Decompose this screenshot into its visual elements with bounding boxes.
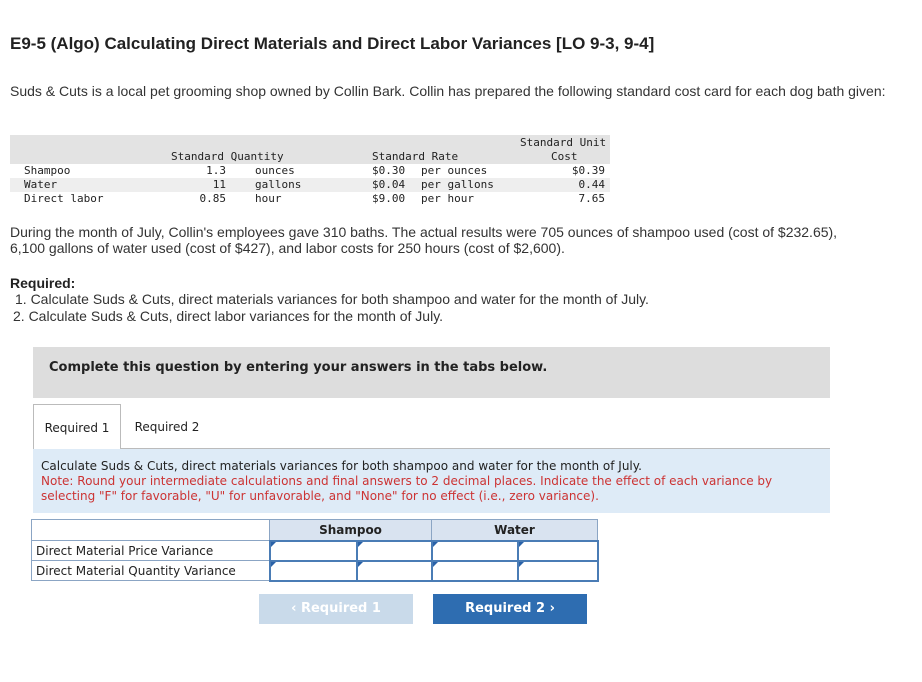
row-rate: $9.00: [372, 192, 406, 205]
tab-label: Required 2: [134, 420, 200, 434]
water-quantity-effect-select[interactable]: [518, 561, 598, 581]
header-blank: [32, 520, 270, 541]
cost-row-water: [10, 178, 610, 192]
row-qty: 1.3: [206, 164, 226, 177]
row-rate: $0.04: [372, 178, 406, 191]
header-standard-rate: Standard Rate: [372, 150, 459, 163]
chevron-left-icon: ‹: [291, 601, 297, 616]
row-qty: 0.85: [199, 192, 226, 205]
row-qty: 11: [212, 178, 226, 191]
shampoo-quantity-variance-input[interactable]: [270, 561, 357, 581]
answer-table: [31, 519, 599, 582]
row-cost: 0.44: [578, 178, 605, 191]
next-button-label: Required 2: [465, 601, 546, 616]
header-standard-unit: Standard Unit: [520, 136, 607, 149]
cost-row-direct-labor: [10, 192, 610, 206]
intro-text: Suds & Cuts is a local pet grooming shop owned by Collin Bark. Collin has prepared the following standard cost card for each dog bath given:: [10, 83, 886, 99]
row-qty-unit: hour: [255, 192, 282, 205]
cost-row-shampoo: [10, 164, 610, 178]
chevron-right-icon: ›: [549, 601, 555, 616]
prev-button-label: Required 1: [300, 601, 381, 616]
header-water: Water: [432, 520, 598, 541]
row-rate-unit: per hour: [421, 192, 474, 205]
table-row: [32, 541, 598, 561]
shampoo-quantity-effect-select[interactable]: [357, 561, 432, 581]
required-heading: Required:: [10, 275, 76, 291]
header-standard-quantity: Standard Quantity: [171, 150, 284, 163]
row-item: Direct labor: [24, 192, 104, 205]
page-title: E9-5 (Algo) Calculating Direct Materials and Direct Labor Variances [LO 9-3, 9-4]: [10, 34, 655, 53]
water-price-effect-select[interactable]: [518, 541, 598, 561]
row-qty-unit: gallons: [255, 178, 302, 191]
prev-required-button[interactable]: [259, 594, 413, 624]
row-rate-unit: per ounces: [421, 164, 488, 177]
tab-required-2[interactable]: [123, 404, 211, 448]
water-price-variance-input[interactable]: [432, 541, 518, 561]
header-shampoo: Shampoo: [270, 520, 432, 541]
answer-table-header: [32, 520, 598, 541]
instructions-note: Note: Round your intermediate calculations and final answers to 2 decimal places. Indicate the effect of each variance by selecting "F" for favorable, "U" for unfavorable, and "None" for no effect (i.e., zero variance).: [41, 474, 773, 503]
shampoo-price-variance-input[interactable]: [270, 541, 357, 561]
row-qty-unit: ounces: [255, 164, 295, 177]
row-rate: $0.30: [372, 164, 406, 177]
header-cost: Cost: [551, 150, 578, 163]
required-item-1: 1. Calculate Suds & Cuts, direct materials variances for both shampoo and water for the month of July.: [15, 291, 649, 307]
water-quantity-variance-input[interactable]: [432, 561, 518, 581]
complete-banner-text: Complete this question by entering your answers in the tabs below.: [49, 360, 548, 375]
next-required-button[interactable]: [433, 594, 587, 624]
required-item-2: 2. Calculate Suds & Cuts, direct labor variances for the month of July.: [13, 308, 444, 324]
row-cost: $0.39: [571, 164, 605, 177]
complete-banner: [33, 347, 830, 398]
row-label-quantity-variance: Direct Material Quantity Variance: [32, 561, 270, 581]
row-item: Shampoo: [24, 164, 71, 177]
row-label-price-variance: Direct Material Price Variance: [32, 541, 270, 561]
row-rate-unit: per gallons: [421, 178, 494, 191]
row-item: Water: [24, 178, 58, 191]
row-cost: 7.65: [578, 192, 605, 205]
shampoo-price-effect-select[interactable]: [357, 541, 432, 561]
actuals-line-2: 6,100 gallons of water used (cost of $427), and labor costs for 250 hours (cost of $2,600).: [10, 240, 565, 256]
tab-label: Required 1: [44, 421, 110, 435]
tab-required-1[interactable]: [33, 404, 121, 448]
actuals-text: [10, 224, 900, 256]
table-row: [32, 561, 598, 581]
actuals-line-1: During the month of July, Collin's employees gave 310 baths. The actual results were 705 ounces of shampoo used (cost of $232.65),: [10, 224, 838, 240]
instructions-panel: [33, 449, 830, 513]
instructions-main: Calculate Suds & Cuts, direct materials variances for both shampoo and water for the month of July.: [41, 459, 642, 473]
